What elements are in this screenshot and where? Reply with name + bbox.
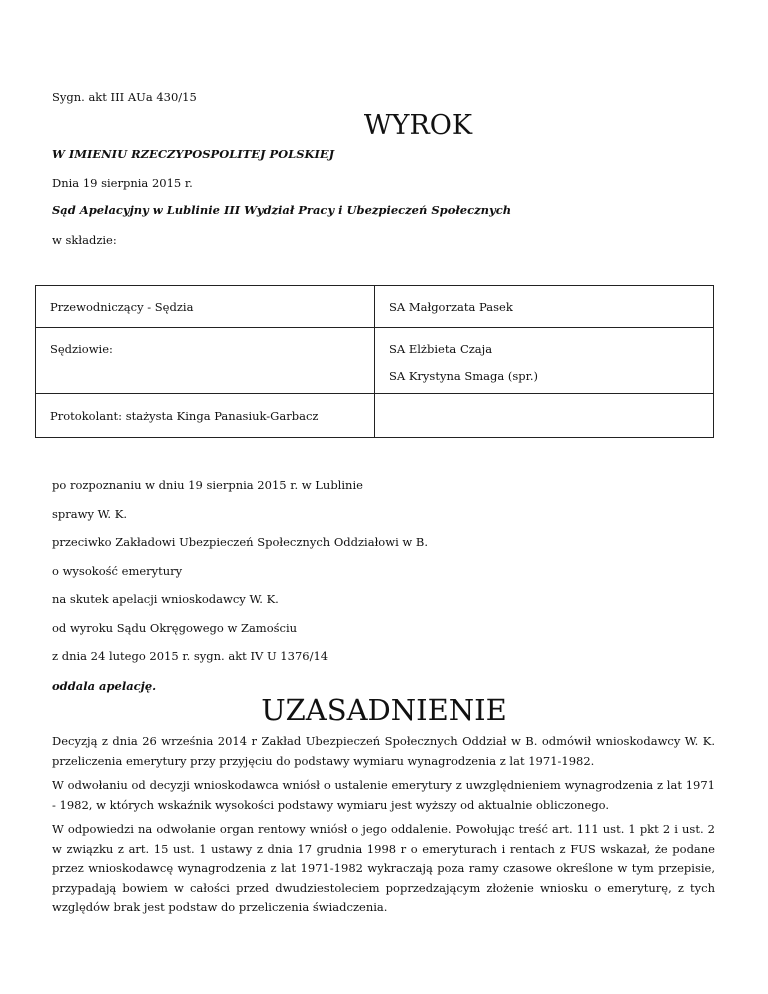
republic-subtitle: W IMIENIU RZECZYPOSPOLITEJ POLSKIEJ bbox=[52, 147, 335, 161]
justification-paragraph: W odwołaniu od decyzji wnioskodawca wniósł o ustalenie emerytury z uwzględnieniem wynagrodzenia z lat 1971 - 1982, w których wskaźnik wysokości podstawy wymiaru jest wyższy od aktualnie obliczonego. bbox=[52, 778, 715, 812]
panel-empty-cell bbox=[375, 394, 714, 438]
court-name: Sąd Apelacyjny w Lublinie III Wydział Pracy i Ubezpieczeń Społecznych bbox=[52, 203, 512, 217]
justification-title: UZASADNIENIE bbox=[261, 693, 507, 727]
judgment-date: Dnia 19 sierpnia 2015 r. bbox=[52, 176, 193, 190]
panel-row-presiding bbox=[36, 286, 714, 328]
verdict: oddala apelację. bbox=[52, 679, 157, 693]
composition-label: w składzie: bbox=[52, 233, 117, 247]
panel-role: Przewodniczący - Sędzia bbox=[50, 300, 194, 314]
panel-role: Sędziowie: bbox=[50, 342, 113, 356]
panel-judge-name: SA Elżbieta Czaja bbox=[389, 342, 493, 356]
case-line: o wysokość emerytury bbox=[52, 564, 183, 578]
judgment-title: WYROK bbox=[363, 110, 473, 141]
panel-judge-name: SA Krystyna Smaga (spr.) bbox=[389, 369, 539, 383]
panel-judge-name: SA Małgorzata Pasek bbox=[389, 300, 513, 314]
case-line: na skutek apelacji wnioskodawcy W. K. bbox=[52, 592, 279, 606]
case-line: z dnia 24 lutego 2015 r. sygn. akt IV U 1376/14 bbox=[52, 649, 329, 663]
panel-row-clerk bbox=[36, 394, 714, 438]
justification-paragraph: W odpowiedzi na odwołanie organ rentowy wniósł o jego oddalenie. Powołując treść art. 111 ust. 1 pkt 2 i ust. 2 w związku z art. 15 ust. 1 ustawy z dnia 17 grudnia 1998 r o emeryturach i rentach z FUS wskazał, że podane przez wnioskodawcę wynagrodzenia z lat 1971-1982 wykraczają poza ramy czasowe określone w tym przepisie, przypadają bowiem w całości przed dwudziestoleciem poprzedzającym złożenie wniosku o emeryturę, z tych względów brak jest podstaw do przeliczenia świadczenia. bbox=[52, 822, 715, 914]
case-line: od wyroku Sądu Okręgowego w Zamościu bbox=[52, 621, 298, 635]
case-line: sprawy W. K. bbox=[52, 507, 127, 521]
case-line: po rozpoznaniu w dniu 19 sierpnia 2015 r. w Lublinie bbox=[52, 478, 363, 492]
panel-clerk: Protokolant: stażysta Kinga Panasiuk-Garbacz bbox=[50, 409, 319, 423]
case-line: przeciwko Zakładowi Ubezpieczeń Społecznych Oddziałowi w B. bbox=[52, 535, 429, 549]
court-panel-table bbox=[35, 285, 714, 438]
case-signature: Sygn. akt III AUa 430/15 bbox=[52, 90, 197, 104]
panel-row-judges bbox=[36, 328, 714, 394]
justification-paragraph: Decyzją z dnia 26 września 2014 r Zakład Ubezpieczeń Społecznych Oddział w B. odmówił wnioskodawcy W. K. przeliczenia emerytury przy przyjęciu do podstawy wymiaru wynagrodzenia z lat 1971-1982. bbox=[52, 734, 715, 768]
